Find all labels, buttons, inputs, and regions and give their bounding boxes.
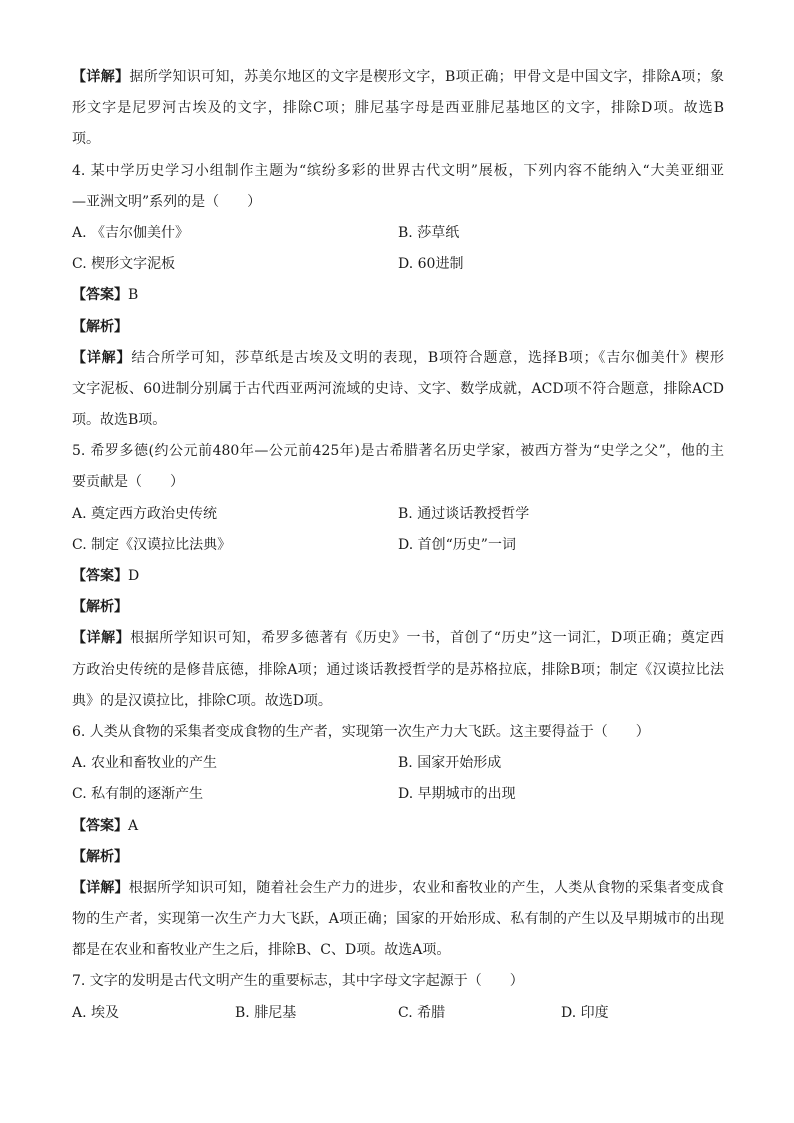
answer-value: D <box>128 568 140 584</box>
analysis-label <box>72 592 724 623</box>
line-text: 方政治史传统的是修昔底德，排除A项；通过谈话教授哲学的是苏格拉底，排除B项；制定《汉谟拉比法 <box>72 661 724 678</box>
text-line <box>72 623 724 654</box>
explanation-block <box>72 343 724 437</box>
question-block <box>72 966 724 997</box>
option-item: C. 私有制的逐渐产生 <box>72 786 204 803</box>
answer-tag: 【答案】 <box>72 817 128 834</box>
section-tag: 【解析】 <box>72 599 128 616</box>
text-line <box>72 467 724 498</box>
line-text: 根据所学知识可知，希罗多德著有《历史》一书，首创了“历史”这一词汇，D项正确；奠定西 <box>130 630 724 647</box>
section-tag: 【解析】 <box>72 848 128 865</box>
analysis-label <box>72 312 724 343</box>
section-tag: 【详解】 <box>72 69 130 85</box>
line-text: 7. 文字的发明是古代文明产生的重要标志，其中字母文字起源于（ ） <box>72 973 524 990</box>
text-line <box>72 935 724 966</box>
section-tag: 【详解】 <box>72 349 132 366</box>
line-text: 根据所学知识可知，随着社会生产力的进步，农业和畜牧业的产生，人类从食物的采集者变成食 <box>128 879 724 896</box>
question-block <box>72 717 724 748</box>
answer-line <box>72 280 724 311</box>
options-row <box>72 748 724 779</box>
line-text: 6. 人类从食物的采集者变成食物的生产者，实现第一次生产力大飞跃。这主要得益于（ ） <box>72 723 650 740</box>
line-text: 文字泥板、60进制分别属于古代西亚两河流域的史诗、文字、数学成就，ACD项不符合题意，排除ACD <box>72 380 724 397</box>
options-row <box>72 530 724 561</box>
text-line <box>72 873 724 904</box>
text-line <box>72 93 724 124</box>
option-item: D. 60进制 <box>398 256 464 273</box>
line-text: 结合所学可知，莎草纸是古埃及文明的表现，B项符合题意，选择B项；《吉尔伽美什》楔形 <box>131 349 724 366</box>
answer-line <box>72 811 724 842</box>
option-item: C. 制定《汉谟拉比法典》 <box>72 536 232 553</box>
option-item: A. 农业和畜牧业的产生 <box>72 755 218 772</box>
section-tag: 【解析】 <box>72 318 128 335</box>
line-text: 项。故选B项。 <box>72 412 167 429</box>
option-item: D. 首创“历史”一词 <box>398 536 516 553</box>
line-text: 典》的是汉谟拉比，排除C项。故选D项。 <box>72 692 332 709</box>
text-line <box>72 717 724 748</box>
answer-tag: 【答案】 <box>72 287 128 304</box>
text-line <box>72 62 724 93</box>
option-item: A. 《吉尔伽美什》 <box>72 224 190 241</box>
option-item: B. 通过谈话教授哲学 <box>398 505 530 522</box>
option-item: B. 莎草纸 <box>398 224 460 241</box>
answer-line <box>72 561 724 592</box>
document-page <box>72 62 724 1029</box>
line-text: 5. 希罗多德(约公元前480年—公元前425年)是古希腊著名历史学家，被西方誉为“史学之父”，他的主 <box>72 443 724 460</box>
explanation-block <box>72 873 724 967</box>
text-line <box>72 966 724 997</box>
line-text: 形文字是尼罗河古埃及的文字，排除C项；腓尼基字母是西亚腓尼基地区的文字，排除D项。故选B <box>72 100 724 117</box>
option-item: A. 埃及 <box>72 1004 120 1021</box>
section-tag: 【详解】 <box>72 630 131 647</box>
analysis-label <box>72 842 724 873</box>
option-item: A. 奠定西方政治史传统 <box>72 505 218 522</box>
line-text: —亚洲文明”系列的是（ ） <box>72 193 262 210</box>
line-text: 项。 <box>72 131 100 148</box>
answer-value: A <box>128 817 139 834</box>
option-item: D. 早期城市的出现 <box>398 786 516 803</box>
explanation-block <box>72 62 724 156</box>
text-line <box>72 904 724 935</box>
option-item: B. 国家开始形成 <box>398 755 502 772</box>
option-item: D. 印度 <box>561 1004 609 1021</box>
text-line <box>72 405 724 436</box>
line-text: 据所学知识可知，苏美尔地区的文字是楔形文字，B项正确；甲骨文是中国文字，排除A项；象 <box>129 69 724 85</box>
option-item: C. 希腊 <box>398 1004 446 1021</box>
text-line <box>72 156 724 187</box>
line-text: 物的生产者，实现第一次生产力大飞跃，A项正确；国家的开始形成、私有制的产生以及早期城市的出现 <box>72 911 724 928</box>
text-line <box>72 343 724 374</box>
options-row <box>72 998 724 1029</box>
option-item: C. 楔形文字泥板 <box>72 256 176 273</box>
line-text: 要贡献是（ ） <box>72 474 184 491</box>
text-line <box>72 655 724 686</box>
options-row <box>72 218 724 249</box>
text-line <box>72 686 724 717</box>
answer-value: B <box>128 287 139 304</box>
section-tag: 【详解】 <box>72 879 129 896</box>
explanation-block <box>72 623 724 717</box>
options-row <box>72 249 724 280</box>
option-item: B. 腓尼基 <box>235 1004 297 1021</box>
text-line <box>72 187 724 218</box>
text-line <box>72 124 724 155</box>
text-line <box>72 436 724 467</box>
question-block <box>72 156 724 218</box>
question-block <box>72 436 724 498</box>
options-row <box>72 779 724 810</box>
options-row <box>72 499 724 530</box>
text-line <box>72 374 724 405</box>
answer-tag: 【答案】 <box>72 568 128 584</box>
line-text: 都是在农业和畜牧业产生之后，排除B、C、D项。故选A项。 <box>72 942 451 959</box>
line-text: 4. 某中学历史学习小组制作主题为“缤纷多彩的世界古代文明”展板，下列内容不能纳入“大美亚细亚 <box>72 162 724 179</box>
